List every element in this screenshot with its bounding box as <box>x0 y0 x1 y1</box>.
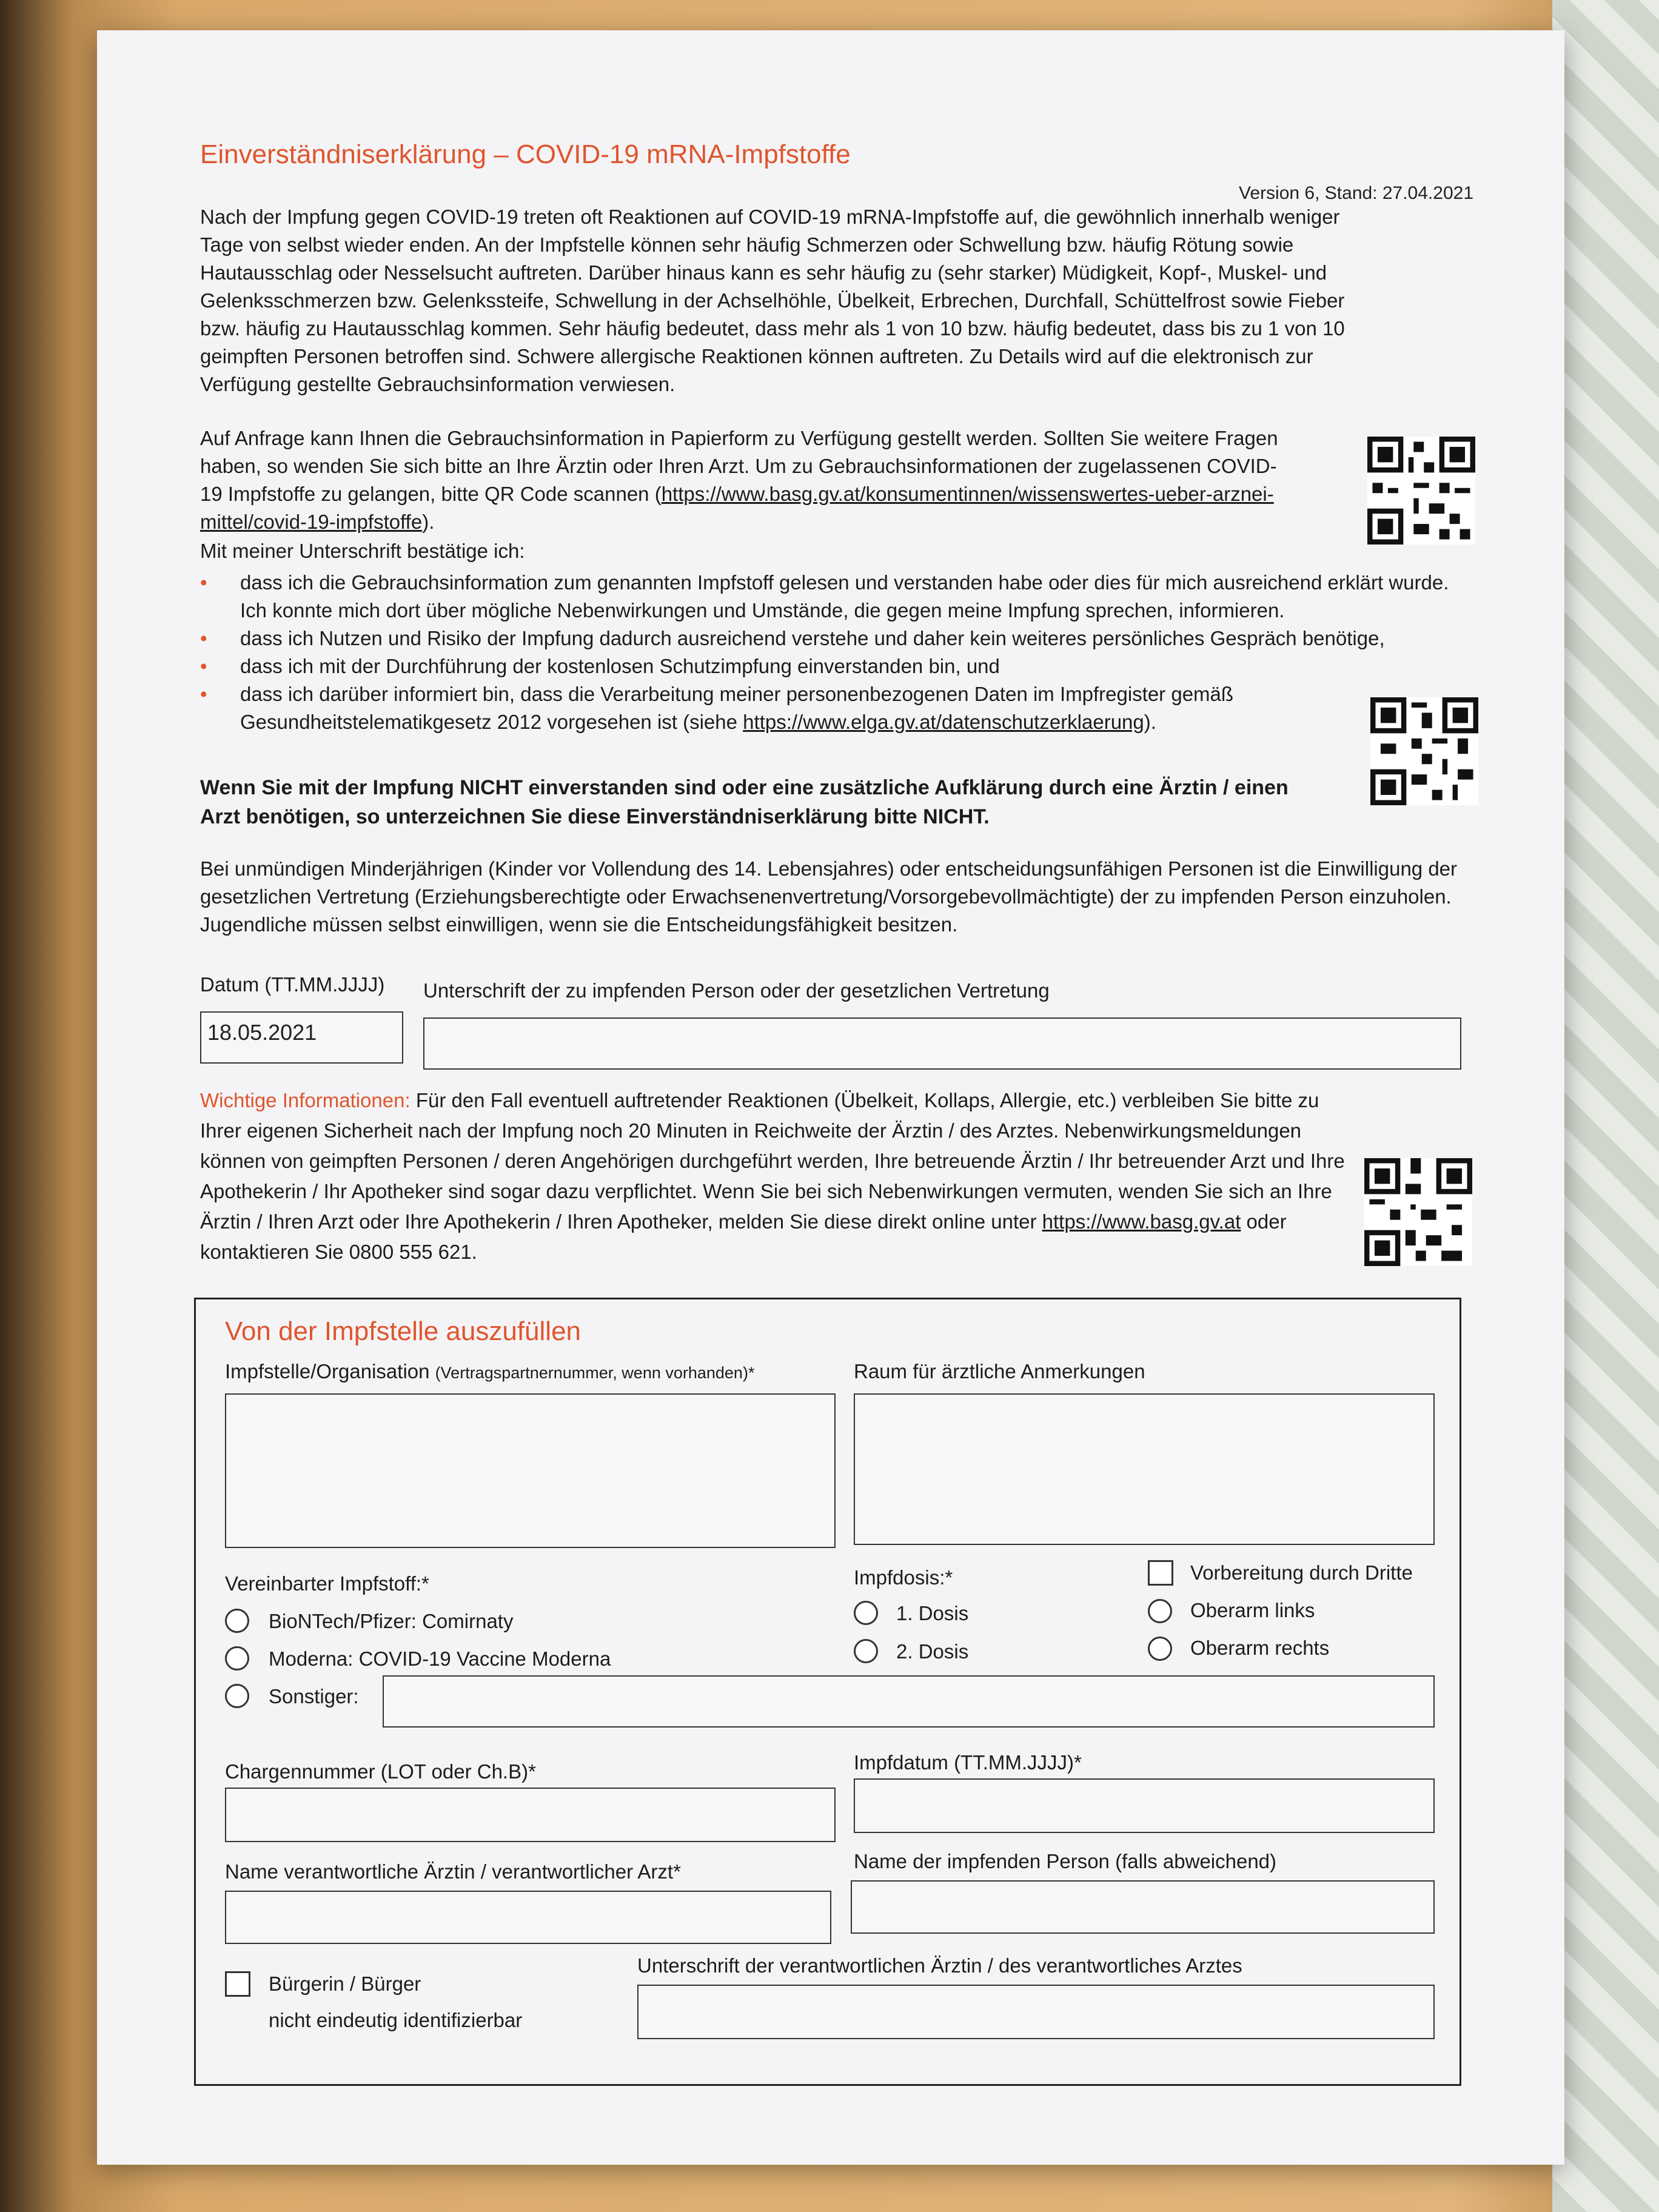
background-fabric <box>1552 0 1659 2212</box>
citizen-label-line1: Bürgerin / Bürger <box>269 1972 421 1995</box>
doctor-signature-label: Unterschrift der verantwortlichen Ärztin / des verantwortliches Arztes <box>637 1954 1242 1977</box>
vaccination-date-field[interactable] <box>854 1778 1435 1833</box>
date-value: 18.05.2021 <box>207 1020 317 1045</box>
confirmation-list <box>200 569 1461 736</box>
prep-label: Vorbereitung durch Dritte <box>1190 1561 1413 1584</box>
important-info-text: Für den Fall eventuell auftretender Reaktionen (Übelkeit, Kollaps, Allergie, etc.) verbleiben Sie bitte zu Ihrer eigenen Sicherheit nach der Impfung noch 20 Minuten in Reichweite der Ärztin / des Arztes. Nebenwirkungsmeldungen können von geimpften Personen / deren Angehörigen durchgeführt werden, Ihre betreuende Ärztin / Ihr betreuender Arzt und Ihre Apothekerin / Ihr Apotheker sind sogar dazu verpflichtet. Wenn Sie bei sich Nebenwirkungen vermuten, wenden Sie sich an Ihre Ärztin / Ihren Arzt oder Ihre Apothekerin / Ihren Apotheker, melden Sie diese direkt online unter <box>200 1089 1345 1233</box>
intro-paragraph: Nach der Impfung gegen COVID-19 treten oft Reaktionen auf COVID-19 mRNA-Impfstoffe auf, die gewöhnlich innerhalb weniger Tage von selbst wieder enden. An der Impfstelle können sehr häufig Schmerzen oder Schwellung bzw. häufig Rötung sowie Hautausschlag oder Nesselsucht auftreten. Darüber hinaus kann es sehr häufig zu (sehr starker) Müdigkeit, Kopf-, Muskel- und Gelenksschmerzen bzw. Gelenkssteife, Schwellung in der Achselhöhle, Übelkeit, Erbrechen, Durchfall, Schüttelfrost sowie Fieber bzw. häufig zu Hautausschlag kommen. Sehr häufig bedeutet, dass mehr als 1 von 10 bzw. häufig bedeutet, dass bis zu 1 von 10 geimpften Personen betroffen sind. Schwere allergische Reaktionen können auftreten. Zu Details wird auf die elektronisch zur Verfügung gestellte Gebrauchsinformation verwiesen. <box>200 206 1345 395</box>
vaccinator-name-label: Name der impfenden Person (falls abweichend) <box>854 1850 1277 1872</box>
citizen-unidentified-checkbox[interactable] <box>225 1971 250 1997</box>
org-label <box>225 1360 754 1383</box>
vaccine-radio-moderna[interactable] <box>225 1646 249 1671</box>
minors-paragraph: Bei unmündigen Minderjährigen (Kinder vor Vollendung des 14. Lebensjahres) oder entscheidungsunfähigen Personen ist die Einwilligung der gesetzlichen Vertretung (Erziehungsberechtigte oder Erwachsenenvertretung/Vorsorgebevollmächtigte) der zu impfenden Person einzuholen. Jugendliche müssen selbst einwilligen, wenn sie die Entscheidungsfähigkeit besitzen. <box>200 857 1458 936</box>
date-field[interactable] <box>200 1011 403 1064</box>
vaccine-option-moderna: Moderna: COVID-19 Vaccine Moderna <box>269 1647 611 1670</box>
intro-tail-text: Auf Anfrage kann Ihnen die Gebrauchsinformation in Papierform zu Verfügung gestellt werden. Sollten Sie weitere Fragen haben, so wenden Sie sich bitte an Ihre Ärztin oder Ihren Arzt. Um zu Gebrauchsinformationen der zugelassenen COVID-19 Impfstoffe zu gelangen, bitte QR Code scannen ( <box>200 427 1278 505</box>
date-label: Datum (TT.MM.JJJJ) <box>200 973 385 996</box>
citizen-label-line2: nicht eindeutig identifizierbar <box>269 2009 523 2031</box>
important-info-paragraph <box>200 1085 1352 1267</box>
vaccine-option-biontech: BioNTech/Pfizer: Comirnaty <box>269 1610 514 1632</box>
dose-radio-1[interactable] <box>854 1601 878 1625</box>
basg-info-link[interactable]: https://www.basg.gv.at/konsumentinnen/wissenswertes-ueber-arznei-mittel/covid-19-impfstoffe <box>200 483 1274 533</box>
doctor-name-label: Name verantwortliche Ärztin / verantwortlicher Arzt* <box>225 1860 681 1883</box>
no-consent-warning: Wenn Sie mit der Impfung NICHT einverstanden sind oder eine zusätzliche Aufklärung durch eine Ärztin / einen Arzt benötigen, so unterzeichnen Sie diese Einverständniserklärung bitte NICHT. <box>200 776 1289 828</box>
notes-label: Raum für ärztliche Anmerkungen <box>854 1360 1145 1382</box>
important-info-heading: Wichtige Informationen: <box>200 1089 411 1111</box>
qr-code-icon <box>1370 697 1478 805</box>
intro-tail-end: ). <box>422 511 435 533</box>
confirm-item-2: • dass ich Nutzen und Risiko der Impfung dadurch ausreichend verstehe und daher kein weiteres persönliches Gespräch benötige, <box>200 625 1461 652</box>
consent-form-sheet <box>97 30 1564 2165</box>
confirm-intro: Mit meiner Unterschrift bestätige ich: <box>200 540 525 562</box>
version-label: Version 6, Stand: 27.04.2021 <box>1239 183 1473 203</box>
notes-field[interactable] <box>854 1393 1435 1545</box>
prep-checkbox[interactable] <box>1148 1560 1173 1586</box>
doctor-name-field[interactable] <box>225 1891 831 1944</box>
qr-code-icon <box>1364 1158 1472 1266</box>
lot-label: Chargennummer (LOT oder Ch.B)* <box>225 1760 536 1783</box>
dose-label: Impfdosis:* <box>854 1566 953 1589</box>
confirm-item-4-text: dass ich darüber informiert bin, dass die Verarbeitung meiner personenbezogenen Daten im Impfregister gemäß Gesundheitstelematikgesetz 2012 vorgesehen ist (siehe <box>240 683 1234 733</box>
org-label-text: Impfstelle/Organisation <box>225 1360 430 1382</box>
dose-option-1: 1. Dosis <box>896 1602 969 1624</box>
arm-option-left: Oberarm links <box>1190 1599 1315 1621</box>
vaccine-option-other: Sonstiger: <box>269 1685 359 1708</box>
signature-field[interactable] <box>423 1017 1461 1070</box>
arm-option-right: Oberarm rechts <box>1190 1637 1330 1659</box>
confirm-item-1: • dass ich die Gebrauchsinformation zum genannten Impfstoff gelesen und verstanden habe oder dies für mich ausreichend erklärt wurde. Ich konnte mich dort über mögliche Nebenwirkungen und Umstände, die gegen meine Impfung sprechen, informieren. <box>200 569 1461 625</box>
dose-option-2: 2. Dosis <box>896 1640 969 1663</box>
clinic-section-title: Von der Impfstelle auszufüllen <box>225 1316 581 1346</box>
vaccinator-name-field[interactable] <box>851 1880 1435 1934</box>
arm-radio-right[interactable] <box>1148 1637 1172 1661</box>
vaccine-radio-other[interactable] <box>225 1684 249 1708</box>
vaccination-date-label: Impfdatum (TT.MM.JJJJ)* <box>854 1751 1082 1774</box>
signature-label: Unterschrift der zu impfenden Person oder der gesetzlichen Vertretung <box>423 979 1050 1002</box>
lot-field[interactable] <box>225 1788 836 1842</box>
org-field[interactable] <box>225 1393 836 1548</box>
elga-privacy-link[interactable]: https://www.elga.gv.at/datenschutzerklaerung <box>743 711 1144 733</box>
intro-tail-paragraph <box>200 424 1292 536</box>
confirm-item-4 <box>200 680 1332 736</box>
basg-link[interactable]: https://www.basg.gv.at <box>1042 1210 1241 1233</box>
doctor-signature-field[interactable] <box>637 1985 1435 2039</box>
confirm-item-4-end: ). <box>1144 711 1156 733</box>
confirm-item-3: • dass ich mit der Durchführung der kostenlosen Schutzimpfung einverstanden bin, und <box>200 652 1461 680</box>
form-title: Einverständniserklärung – COVID-19 mRNA-Impfstoffe <box>200 139 851 169</box>
vaccine-label: Vereinbarter Impfstoff:* <box>225 1572 429 1595</box>
other-vaccine-field[interactable] <box>383 1675 1435 1728</box>
important-info-text-end: oder kontaktieren Sie 0800 555 621. <box>200 1210 1287 1263</box>
vaccine-radio-biontech[interactable] <box>225 1609 249 1633</box>
clinic-section <box>194 1298 1461 2086</box>
dose-radio-2[interactable] <box>854 1639 878 1663</box>
org-label-note: (Vertragspartnernummer, wenn vorhanden)* <box>435 1364 755 1382</box>
arm-radio-left[interactable] <box>1148 1599 1172 1623</box>
qr-code-icon <box>1367 437 1475 545</box>
